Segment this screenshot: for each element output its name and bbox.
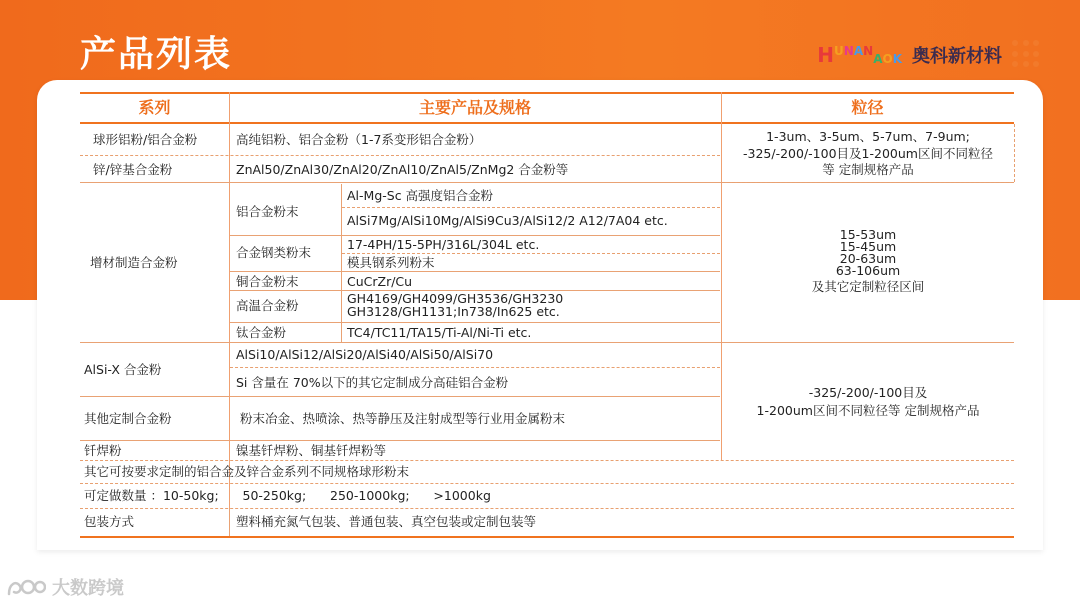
size-line: -325/-200/-100目及 <box>808 385 928 400</box>
size-line: 15-53um <box>839 227 897 242</box>
sub-al-alloy: 铝合金粉末 <box>236 204 299 219</box>
logo-letter: O <box>882 52 893 66</box>
brand-logo <box>817 42 1002 68</box>
row-divider <box>80 440 720 441</box>
row-divider <box>80 483 1014 484</box>
series-additive: 增材制造合金粉 <box>90 255 178 270</box>
header-bottom-rule <box>80 122 1014 124</box>
table-bottom-rule <box>80 536 1014 538</box>
size-line: 及其它定制粒径区间 <box>811 279 925 294</box>
size-line: 等 定制规格产品 <box>822 162 914 177</box>
header-series: 系列 <box>138 98 171 117</box>
logo-letter: H <box>817 43 835 67</box>
logo-letter: N <box>843 44 854 58</box>
size-line: 20-63um <box>839 251 897 266</box>
product-line: TC4/TC11/TA15/Ti-Al/Ni-Ti etc. <box>347 325 532 340</box>
logo-letter: K <box>892 52 902 66</box>
row-divider <box>230 322 720 323</box>
row-divider <box>80 508 1014 509</box>
brand-name: 奥科新材料 <box>912 46 1002 67</box>
row-divider <box>342 253 720 254</box>
watermark-logo-icon <box>6 576 46 598</box>
product-zinc: ZnAl50/ZnAl30/ZnAl20/ZnAl10/ZnAl5/ZnMg2 合金粉等 <box>236 162 569 177</box>
product-line: Si 含量在 70%以下的其它定制成分高硅铝合金粉 <box>236 375 509 390</box>
packaging-label: 包装方式 <box>84 514 135 529</box>
row-divider <box>230 271 720 272</box>
size-line: 1-200um区间不同粒径等 定制规格产品 <box>756 403 980 418</box>
logo-letter: A <box>873 52 883 66</box>
col-divider <box>1014 124 1015 182</box>
size-line: 1-3um、3-5um、5-7um、7-9um; <box>766 129 970 144</box>
series-other: 其他定制合金粉 <box>84 411 172 426</box>
series-zinc: 锌/锌基合金粉 <box>93 162 173 177</box>
product-spherical-al: 高纯铝粉、铝合金粉（1-7系变形铝合金粉） <box>236 132 482 147</box>
product-line: 镍基钎焊粉、铜基钎焊粉等 <box>236 443 387 458</box>
series-solder: 钎焊粉 <box>84 443 122 458</box>
header-products: 主要产品及规格 <box>418 98 531 117</box>
sub-titanium: 钛合金粉 <box>236 325 287 340</box>
logo-letter: U <box>834 44 844 58</box>
product-line: Al-Mg-Sc 高强度铝合金粉 <box>347 188 494 203</box>
product-line: 粉末冶金、热喷涂、热等静压及注射成型等行业用金属粉末 <box>240 411 566 426</box>
note-custom: 其它可按要求定制的铝合金及锌合金系列不同规格球形粉末 <box>84 464 410 479</box>
series-spherical-al: 球形铝粉/铝合金粉 <box>93 132 198 147</box>
product-line: 17-4PH/15-5PH/316L/304L etc. <box>347 237 540 252</box>
logo-letter: N <box>863 44 874 58</box>
header-particle-size: 粒径 <box>851 98 884 117</box>
logo-letter: A <box>853 44 864 58</box>
series-alsi: AlSi-X 合金粉 <box>84 362 162 377</box>
dots-grid-icon <box>1012 40 1040 68</box>
page-title: 产品列表 <box>80 34 233 75</box>
row-divider <box>80 396 720 397</box>
sub-steel: 合金钢类粉末 <box>236 245 312 260</box>
logo-mark <box>817 45 902 65</box>
row-divider <box>80 460 1014 461</box>
product-line: CuCrZr/Cu <box>347 274 413 289</box>
row-divider <box>80 155 720 156</box>
note-quantity: 可定做数量 ：10-50kg; 50-250kg; 250-1000kg; >1000kg <box>84 488 491 503</box>
row-divider <box>230 235 720 236</box>
row-divider <box>722 182 1014 183</box>
packaging-value: 塑料桶充氮气包装、普通包装、真空包装或定制包装等 <box>236 514 537 529</box>
size-line: 63-106um <box>835 263 901 278</box>
sub-superalloy: 高温合金粉 <box>236 298 299 313</box>
size-line: 15-45um <box>839 239 897 254</box>
watermark <box>6 574 124 600</box>
col-divider <box>229 508 230 536</box>
product-line: 模具钢系列粉末 <box>347 255 435 270</box>
row-divider <box>342 207 720 208</box>
product-line: AlSi7Mg/AlSi10Mg/AlSi9Cu3/AlSi12/2 A12/7A04 etc. <box>347 213 668 228</box>
product-line: AlSi10/AlSi12/AlSi20/AlSi40/AlSi50/AlSi70 <box>236 347 494 362</box>
product-line: GH4169/GH4099/GH3536/GH3230 <box>347 291 564 306</box>
size-line: -325/-200/-100目及1-200um区间不同粒径 <box>743 146 993 161</box>
product-line: GH3128/GH1131;In738/In625 etc. <box>347 304 560 319</box>
row-divider <box>230 367 720 368</box>
watermark-text: 大数跨境 <box>52 578 124 599</box>
sub-copper: 铜合金粉末 <box>236 274 299 289</box>
row-divider <box>80 342 1014 343</box>
